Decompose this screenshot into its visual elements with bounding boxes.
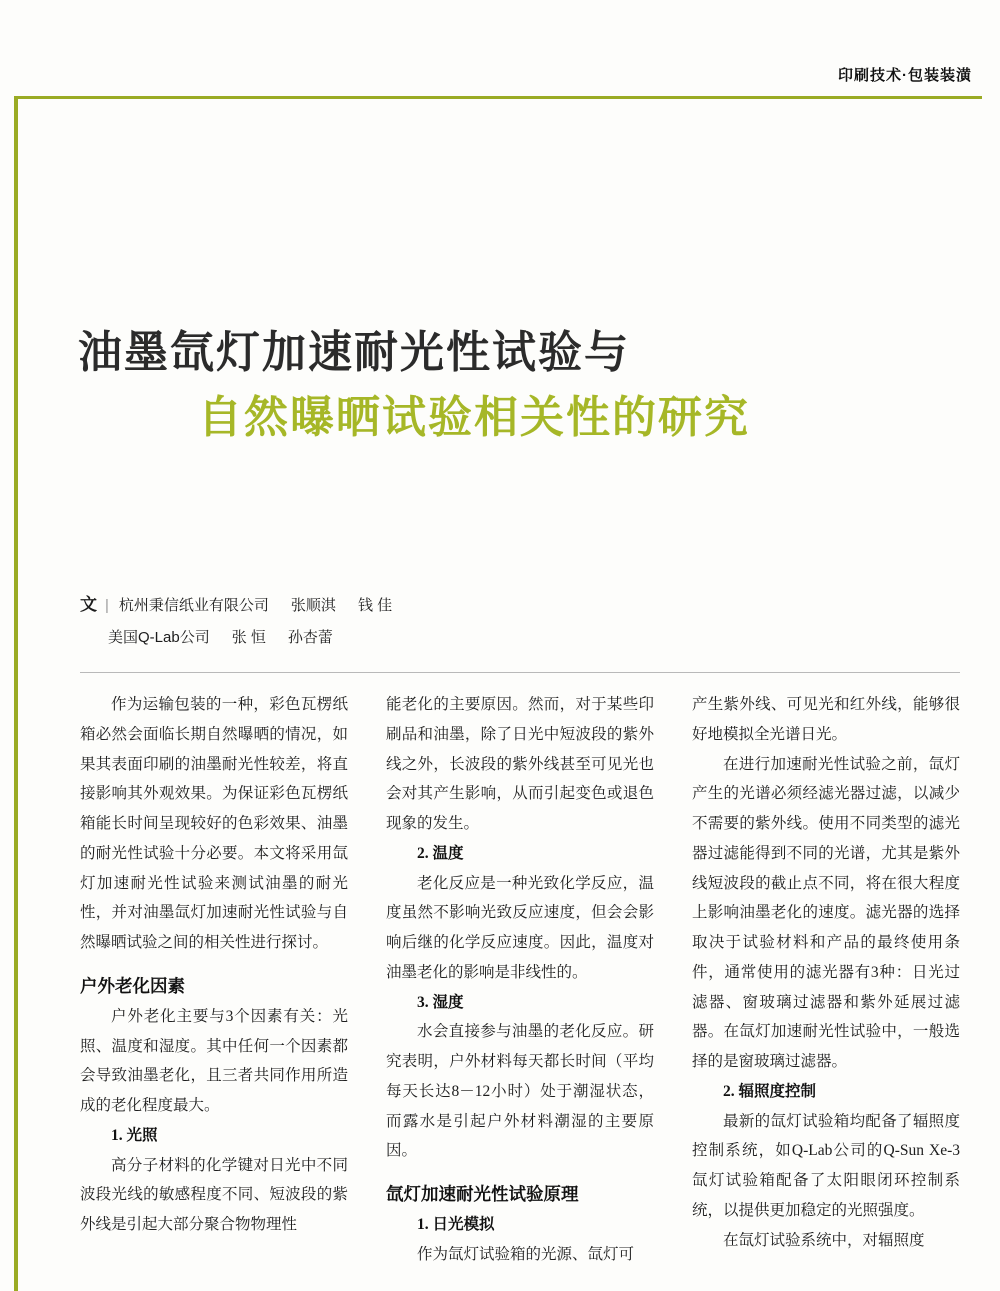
subsection-heading: 1. 日光模拟 xyxy=(417,1216,495,1233)
byline-row-1 xyxy=(80,588,960,623)
byline-row-2 xyxy=(108,623,960,654)
byline-author-4: 孙杏蕾 xyxy=(287,628,333,646)
body-columns xyxy=(80,690,960,1290)
section-heading: 户外老化因素 xyxy=(80,975,185,996)
subsection-heading: 2. 辐照度控制 xyxy=(723,1082,817,1100)
title-line-1: 油墨氙灯加速耐光性试验与 xyxy=(78,328,630,377)
byline-affiliation-1: 杭州秉信纸业有限公司 xyxy=(118,597,269,614)
byline xyxy=(80,588,960,654)
body-paragraph: 水会直接参与油墨的老化反应。研究表明，户外材料每天都长时间（平均每天长达8－12小时）处于潮湿状态，而露水是引起户外材料潮湿的主要原因。 xyxy=(386,1023,654,1160)
byline-author-3: 张 恒 xyxy=(231,628,266,646)
left-accent-bar xyxy=(14,96,18,1291)
title-line-2: 自然曝晒试验相关性的研究 xyxy=(198,393,750,442)
byline-author-1: 张顺淇 xyxy=(290,597,336,614)
body-paragraph: 户外老化主要与3个因素有关：光照、温度和湿度。其中任何一个因素都会导致油墨老化，且三者共同作用所造成的老化程度最大。 xyxy=(80,1007,348,1114)
body-column-3 xyxy=(692,690,960,1290)
running-head: 印刷技术·包装装潢 xyxy=(838,67,972,84)
byline-affiliation-2: 美国Q-Lab公司 xyxy=(108,628,210,646)
byline-divider xyxy=(80,672,960,673)
body-paragraph: 在进行加速耐光性试验之前，氙灯产生的光谱必须经滤光器过滤，以减少不需要的紫外线。使用不同类型的滤光器过滤能得到不同的光谱，尤其是紫外线短波段的截止点不同，将在很大程度上影响油墨老化的速度。滤光器的选择取决于试验材料和产品的最终使用条件，通常使用的滤光器有3种：日光过滤器、窗玻璃过滤器和紫外延展过滤器。在氙灯加速耐光性试验中，一般选择的是窗玻璃过滤器。 xyxy=(692,755,960,1070)
subsection-heading: 1. 光照 xyxy=(111,1126,158,1144)
article-title xyxy=(78,325,960,445)
body-paragraph: 作为氙灯试验箱的光源、氙灯可 xyxy=(417,1245,635,1263)
page-header xyxy=(0,0,1000,108)
body-paragraph: 老化反应是一种光致化学反应，温度虽然不影响光致反应速度，但会会影响后继的化学反应速度。因此，温度对油墨老化的影响是非线性的。 xyxy=(386,874,654,981)
body-paragraph: 最新的氙灯试验箱均配备了辐照度控制系统，如Q-Lab公司的Q-Sun Xe-3氙灯试验箱配备了太阳眼闭环控制系统，以提供更加稳定的光照强度。 xyxy=(692,1112,960,1219)
body-paragraph: 作为运输包装的一种，彩色瓦楞纸箱必然会面临长期自然曝晒的情况，如果其表面印刷的油墨耐光性较差，将直接影响其外观效果。为保证彩色瓦楞纸箱能长时间呈现较好的色彩效果、油墨的耐光性试验十分必要。本文将采用氙灯加速耐光性试验来测试油墨的耐光性，并对油墨氙灯加速耐光性试验与自然曝晒试验之间的相关性进行探讨。 xyxy=(80,696,348,951)
body-paragraph: 能老化的主要原因。然而，对于某些印刷品和油墨，除了日光中短波段的紫外线之外，长波段的紫外线甚至可见光也会对其产生影响，从而引起变色或退色现象的发生。 xyxy=(386,696,654,832)
body-column-2 xyxy=(386,690,654,1290)
body-paragraph: 高分子材料的化学键对日光中不同波段光线的敏感程度不同、短波段的紫外线是引起大部分聚合物物理性 xyxy=(80,1156,348,1233)
subsection-heading: 3. 湿度 xyxy=(417,993,464,1011)
byline-author-2: 钱 佳 xyxy=(357,597,393,614)
byline-separator: | xyxy=(105,597,109,614)
header-rule xyxy=(18,96,982,99)
subsection-heading: 2. 温度 xyxy=(417,844,464,862)
body-paragraph: 在氙灯试验系统中，对辐照度 xyxy=(723,1231,925,1249)
body-paragraph: 产生紫外线、可见光和红外线，能够很好地模拟全光谱日光。 xyxy=(692,696,960,743)
byline-tag: 文 xyxy=(80,595,97,614)
body-column-1 xyxy=(80,690,348,1290)
section-heading: 氙灯加速耐光性试验原理 xyxy=(386,1184,579,1204)
